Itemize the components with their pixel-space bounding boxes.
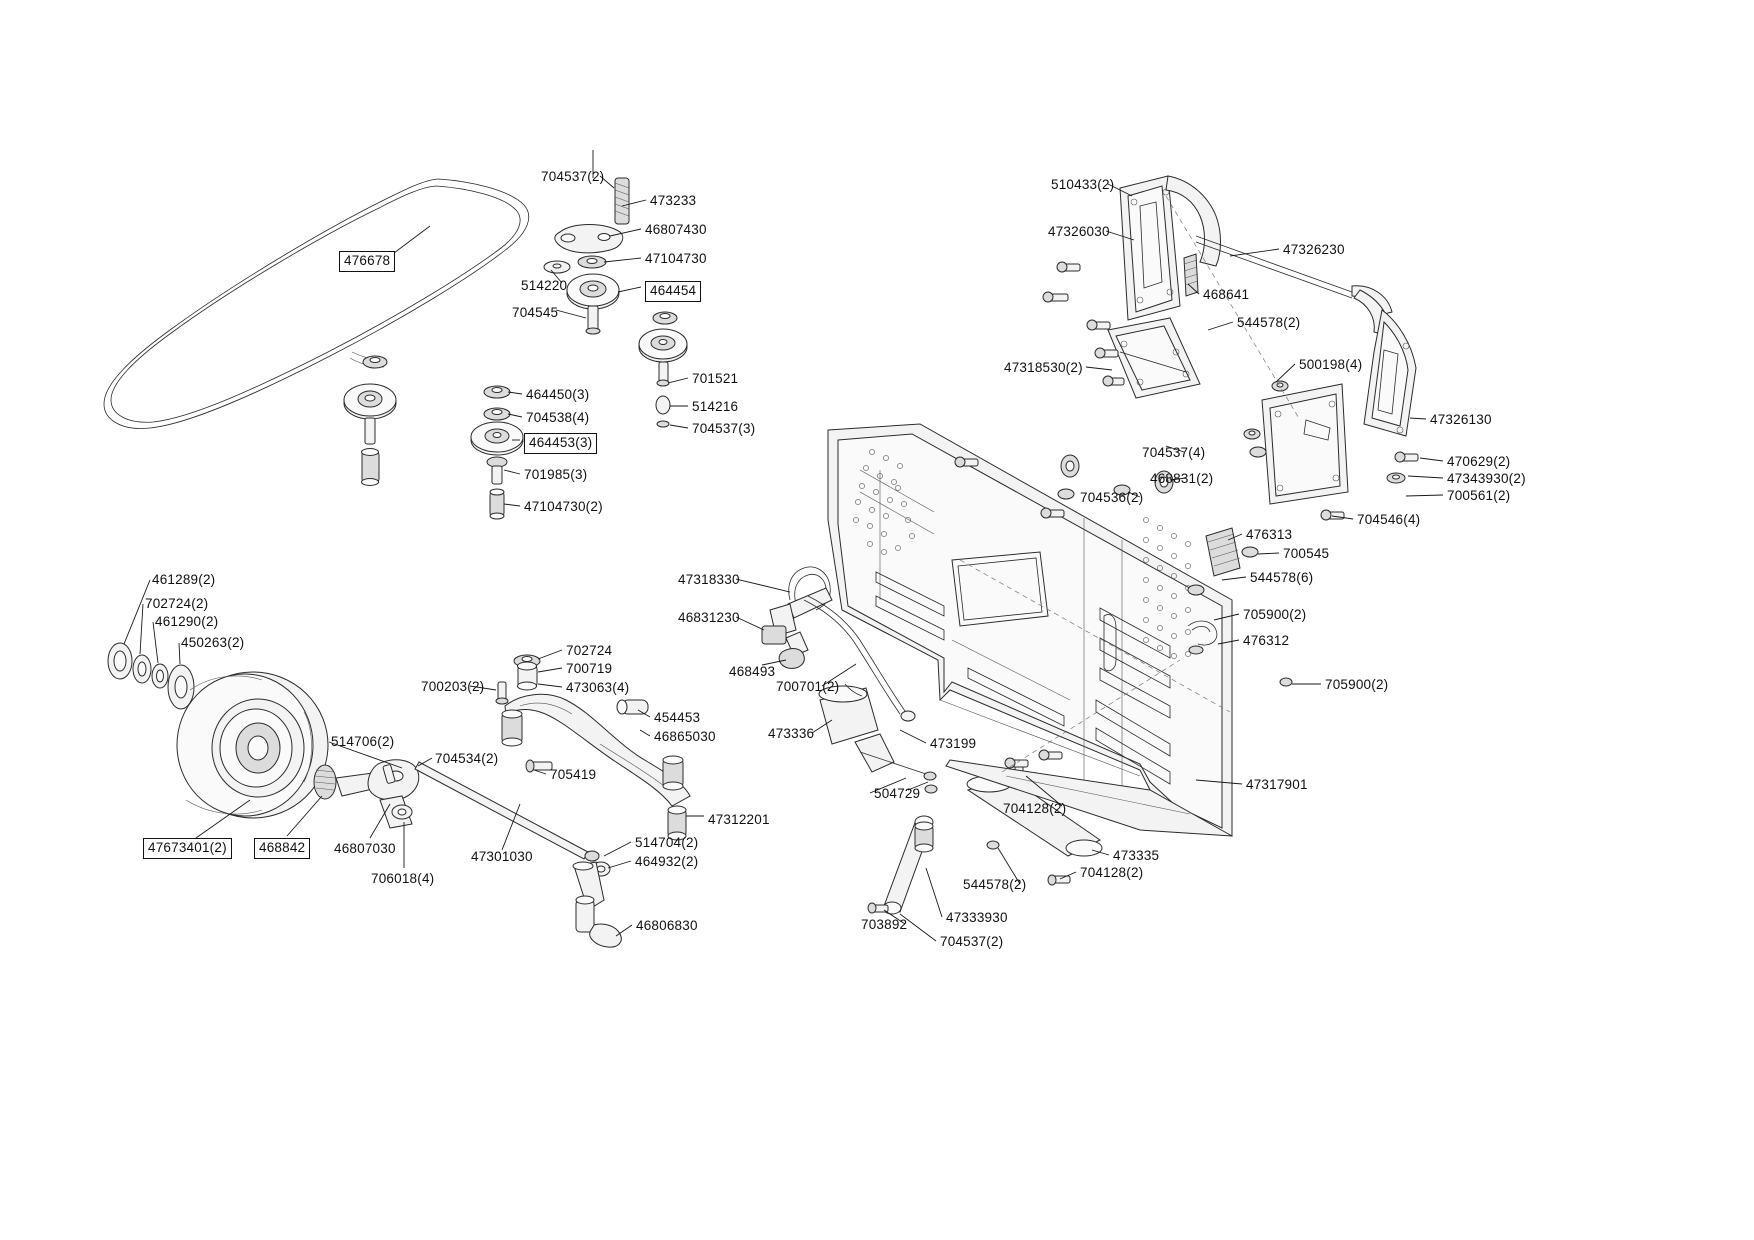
callout-47326030: 47326030 [1048,224,1110,239]
callout-704128-2-upper: 704128(2) [1003,801,1067,816]
callout-476678: 476678 [339,251,395,272]
callout-47333930: 47333930 [946,910,1008,925]
callout-473335: 473335 [1113,848,1160,863]
damper-473336 [819,684,936,780]
callout-468493: 468493 [729,664,776,679]
callout-700545: 700545 [1283,546,1330,561]
callout-476313: 476313 [1246,527,1293,542]
callout-47104730: 47104730 [645,251,707,266]
callout-450263-2: 450263(2) [181,635,245,650]
callout-544578-6: 544578(6) [1250,570,1314,585]
callout-46807030: 46807030 [334,841,396,856]
callout-704537-3: 704537(3) [692,421,756,436]
callout-704536-2: 704536(2) [1080,490,1144,505]
callout-704534-2: 704534(2) [435,751,499,766]
spindle-46806830 [573,862,621,947]
callout-464454: 464454 [645,281,701,302]
callout-476312: 476312 [1243,633,1290,648]
callout-47343930-2: 47343930(2) [1447,471,1526,486]
callout-47326230: 47326230 [1283,242,1345,257]
drive-belt-476678 [104,179,529,428]
callout-705900-2-far: 705900(2) [1325,677,1389,692]
callout-703892: 703892 [861,917,908,932]
callout-47301030: 47301030 [471,849,533,864]
callout-704537-2-top: 704537(2) [541,169,605,184]
callout-544578-2-upper: 544578(2) [1237,315,1301,330]
callout-47318530-2: 47318530(2) [1004,360,1083,375]
callout-47326130: 47326130 [1430,412,1492,427]
callout-700701-2: 700701(2) [776,679,840,694]
callout-473199: 473199 [930,736,977,751]
callout-702724-2: 702724(2) [145,596,209,611]
callout-705419: 705419 [550,767,597,782]
callout-47673401-2: 47673401(2) [143,838,232,859]
callout-47318330: 47318330 [678,572,740,587]
callout-704537-4: 704537(4) [1142,445,1206,460]
callout-514704-2: 514704(2) [635,835,699,850]
callout-705900-2-right: 705900(2) [1243,607,1307,622]
callout-701985-3: 701985(3) [524,467,588,482]
callout-704128-2-lower: 704128(2) [1080,865,1144,880]
callout-706018-4: 706018(4) [371,871,435,886]
callout-704538-4: 704538(4) [526,410,590,425]
callout-514216: 514216 [692,399,739,414]
callout-468831-2: 468831(2) [1150,471,1214,486]
callout-473233: 473233 [650,193,697,208]
callout-464450-3: 464450(3) [526,387,590,402]
idler-assembly-upper-right [639,312,687,427]
callout-704537-2-bottom: 704537(2) [940,934,1004,949]
callout-464453-3: 464453(3) [524,433,597,454]
callout-700203-2: 700203(2) [421,679,485,694]
callout-700719: 700719 [566,661,613,676]
callout-514706-2: 514706(2) [331,734,395,749]
callout-468641: 468641 [1203,287,1250,302]
callout-46831230: 46831230 [678,610,740,625]
callout-514220: 514220 [521,278,568,293]
callout-473063-4: 473063(4) [566,680,630,695]
callout-470629-2: 470629(2) [1447,454,1511,469]
callout-468842: 468842 [254,838,310,859]
belt-pulley-left [344,356,396,486]
callout-47317901: 47317901 [1246,777,1308,792]
callout-510433-2: 510433(2) [1051,177,1115,192]
callout-704545: 704545 [512,305,559,320]
callout-704546-4: 704546(4) [1357,512,1421,527]
callout-46807430: 46807430 [645,222,707,237]
callout-46865030: 46865030 [654,729,716,744]
idler-assembly-464453 [471,386,523,519]
callout-544578-2-lower: 544578(2) [963,877,1027,892]
callout-464932-2: 464932(2) [635,854,699,869]
callout-47312201: 47312201 [708,812,770,827]
callout-701521: 701521 [692,371,739,386]
callout-46806830: 46806830 [636,918,698,933]
callout-461289-2: 461289(2) [152,572,216,587]
callout-702724: 702724 [566,643,613,658]
callout-504729: 504729 [874,786,921,801]
callout-700561-2: 700561(2) [1447,488,1511,503]
callout-47104730-2: 47104730(2) [524,499,603,514]
callout-473336: 473336 [768,726,815,741]
callout-454453: 454453 [654,710,701,725]
callout-500198-4: 500198(4) [1299,357,1363,372]
link-47333930 [868,816,933,914]
callout-461290-2: 461290(2) [155,614,219,629]
